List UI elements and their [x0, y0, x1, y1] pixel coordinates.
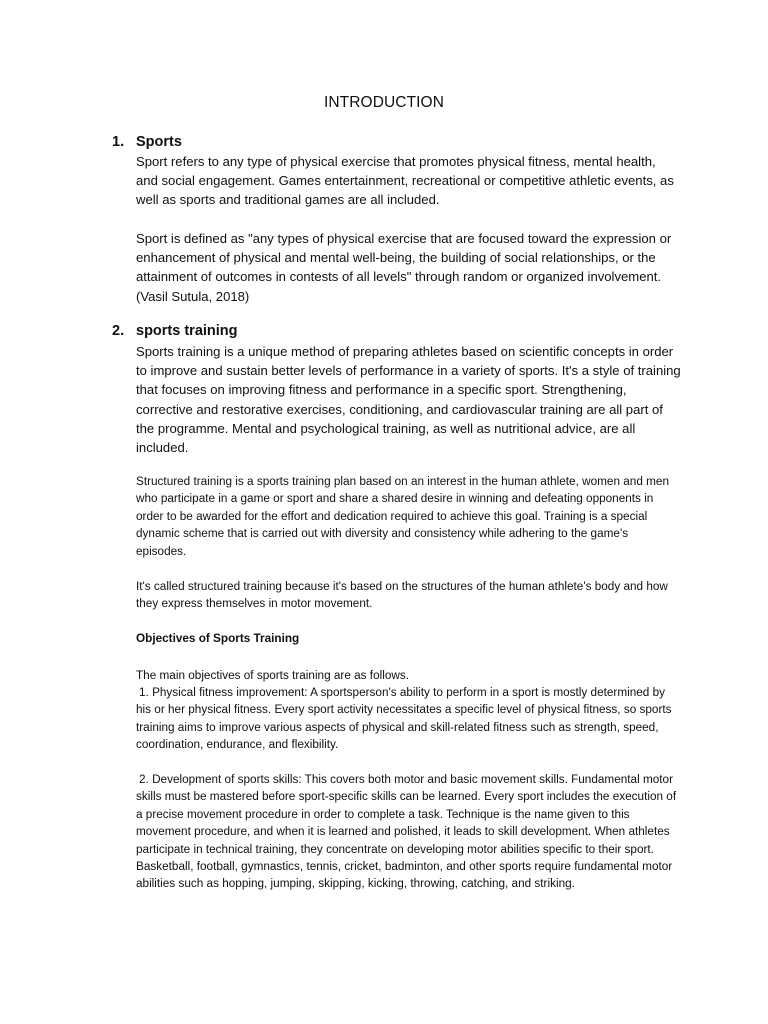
section-title: Sports	[136, 134, 182, 150]
paragraph-structured-called: It's called structured training because it's based on the structures of the human athlete's body and how they express themselves in motor movement.	[136, 580, 668, 611]
paragraph-sports-training: Sports training is a unique method of preparing athletes based on scientific concepts in order to improve and sustain better levels of performance in a variety of sports. It's a style of training that focuses on improving fitness and performance in a specific sport. Strengthening, corrective and restorative exercises, conditioning, and cardiovascular training are all part of the programme. Mental and psychological training, as well as nutritional advice, are all included.	[136, 344, 681, 456]
section-number: 2.	[112, 323, 125, 339]
paragraph-sport-definition: Sport refers to any type of physical exercise that promotes physical fitness, mental health, and social engagement. Games entertainment, recreational or competitive athletic events, as well as sports and traditional games are all included.	[136, 154, 674, 208]
objectives-heading: Objectives of Sports Training	[136, 632, 300, 645]
paragraph-sport-quote: Sport is defined as "any types of physical exercise that are focused toward the expression or enhancement of physical and mental well-being, the building of social relationships, or the attainment of outcomes in contests of all levels" through random or organized involvement. (Vasil Sutula, 2018)	[136, 231, 672, 304]
paragraph-objective-2: 2. Development of sports skills: This covers both motor and basic movement skills. Fundamental motor skills must be mastered before sport-specific skills can be learned. Every sport includes the execution of a precise movement procedure in order to complete a task. Technique is the name given to this movement procedure, and when it is learned and polished, it leads to skill development. When athletes participate in technical training, they concentrate on developing motor abilities specific to their sport. Basketball, football, gymnastics, tennis, cricket, badminton, and other sports require fundamental motor abilities such as hopping, jumping, skipping, kicking, throwing, catching, and striking.	[136, 773, 677, 891]
paragraph-objective-1: 1. Physical fitness improvement: A sportsperson's ability to perform in a sport is mostly determined by his or her physical fitness. Every sport activity necessitates a specific level of physical fitness, so sports training aims to improve various aspects of physical and skill-related fitness such as strength, speed, coordination, endurance, and flexibility.	[136, 686, 672, 752]
section-number: 1.	[112, 134, 125, 150]
paragraph-objectives-intro: The main objectives of sports training are as follows.	[136, 669, 409, 682]
section-heading-sports-training	[112, 323, 238, 339]
document-title: INTRODUCTION	[323, 94, 445, 111]
section-heading-sports	[112, 134, 182, 150]
paragraph-structured-training: Structured training is a sports training plan based on an interest in the human athlete, women and men who participate in a game or sport and share a shared desire in winning and defeating opponents in order to be awarded for the effort and dedication required to achieve this goal. Training is a special dynamic scheme that is carried out with diversity and consistency while adhering to the game's episodes.	[136, 475, 669, 558]
section-title: sports training	[136, 323, 238, 339]
